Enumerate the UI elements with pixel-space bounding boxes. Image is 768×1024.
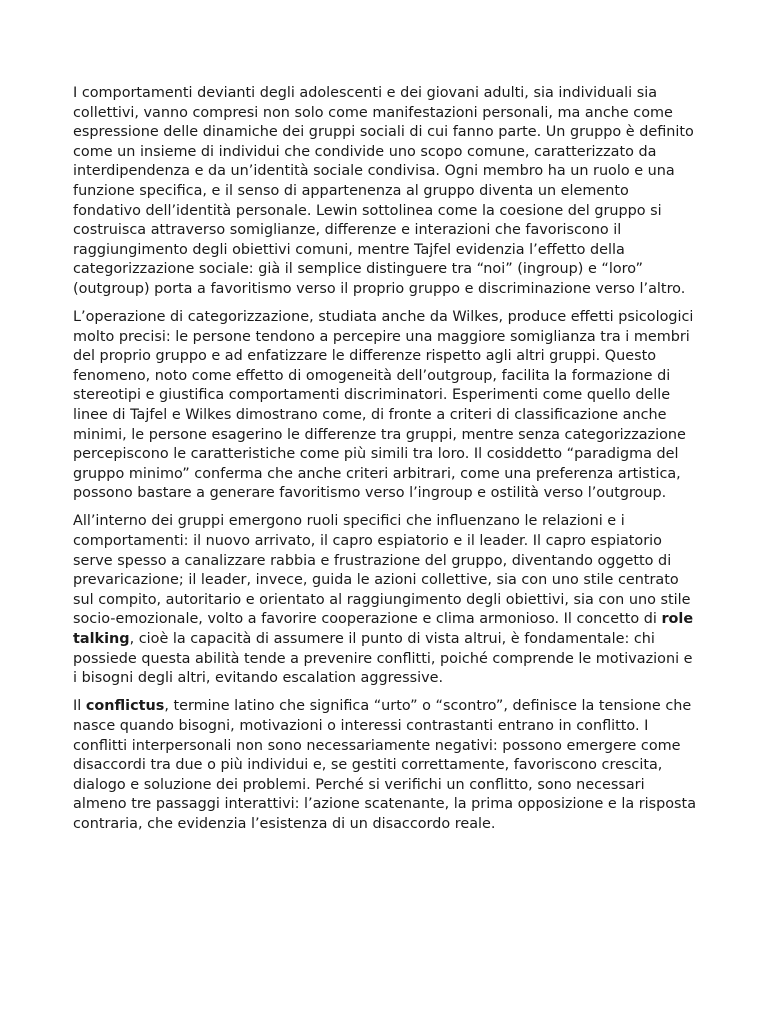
paragraph-conflictus xyxy=(73,697,698,834)
paragraph-text: Il xyxy=(73,698,86,715)
paragraph-text: , cioè la capacità di assumere il punto di vista altrui, è fondamentale: chi possiede questa abilità tende a prevenire conflitti, poiché comprende le motivazioni e i bisogni degli altri, evitando escalation aggressive. xyxy=(73,631,693,687)
term-conflictus: conflictus xyxy=(85,698,165,715)
paragraph-group-roles xyxy=(73,512,698,688)
document-page xyxy=(73,84,698,843)
paragraph-categorization: L’operazione di categorizzazione, studiata anche da Wilkes, produce effetti psicologici molto precisi: le persone tendono a percepire una maggiore somiglianza tra i membri del proprio gruppo e ad enfatizzare le differenze rispetto agli altri gruppi. Questo fenomeno, noto come effetto di omogeneità dell’outgroup, facilita la formazione di stereotipi e giustifica comportamenti discriminatori. Esperimenti come quello delle linee di Tajfel e Wilkes dimostrano come, di fronte a criteri di classificazione anche minimi, le persone esagerino le differenze tra gruppi, mentre senza categorizzazione percepiscono le caratteristiche come più simili tra loro. Il cosiddetto “paradigma del gruppo minimo” conferma che anche criteri arbitrari, come una preferenza artistica, possono bastare a generare favoritismo verso l’ingroup e ostilità verso l’outgroup. xyxy=(73,309,694,502)
term-role-talking: role talking xyxy=(73,611,694,648)
paragraph-text: , termine latino che significa “urto” o “scontro”, definisce la tensione che nasce quando bisogni, motivazioni o interessi contrastanti entrano in conflitto. I conflitti interpersonali non sono necessariamente negativi: possono emergere come disaccordi tra due o più individui e, se gestiti correttamente, favoriscono crescita, dialogo e soluzione dei problemi. Perché si verifichi un conflitto, sono necessari almeno tre passaggi interattivi: l’azione scatenante, la prima opposizione e la risposta contraria, che evidenzia l’esistenza di un disaccordo reale. xyxy=(73,698,697,832)
paragraph-text: All’interno dei gruppi emergono ruoli specifici che influenzano le relazioni e i comportamenti: il nuovo arrivato, il capro espiatorio e il leader. Il capro espiatorio serve spesso a canalizzare rabbia e frustrazione del gruppo, diventando oggetto di prevaricazione; il leader, invece, guida le azioni collettive, sia con uno stile centrato sul compito, autoritario e orientato al raggiungimento degli obiettivi, sia con uno stile socio-emozionale, volto a favorire cooperazione e clima armonioso. Il concetto di xyxy=(73,513,691,628)
paragraph-group-dynamics: I comportamenti devianti degli adolescenti e dei giovani adulti, sia individuali sia collettivi, vanno compresi non solo come manifestazioni personali, ma anche come espressione delle dinamiche dei gruppi sociali di cui fanno parte. Un gruppo è definito come un insieme di individui che condivide uno scopo comune, caratterizzato da interdipendenza e da un’identità sociale condivisa. Ogni membro ha un ruolo e una funzione specifica, e il senso di appartenenza al gruppo diventa un elemento fondativo dell’identità personale. Lewin sottolinea come la coesione del gruppo si costruisca attraverso somiglianze, differenze e interazioni che favoriscono il raggiungimento degli obiettivi comuni, mentre Tajfel evidenzia l’effetto della categorizzazione sociale: già il semplice distinguere tra “noi” (ingroup) e “loro” (outgroup) porta a favoritismo verso il proprio gruppo e discriminazione verso l’altro. xyxy=(73,85,694,297)
